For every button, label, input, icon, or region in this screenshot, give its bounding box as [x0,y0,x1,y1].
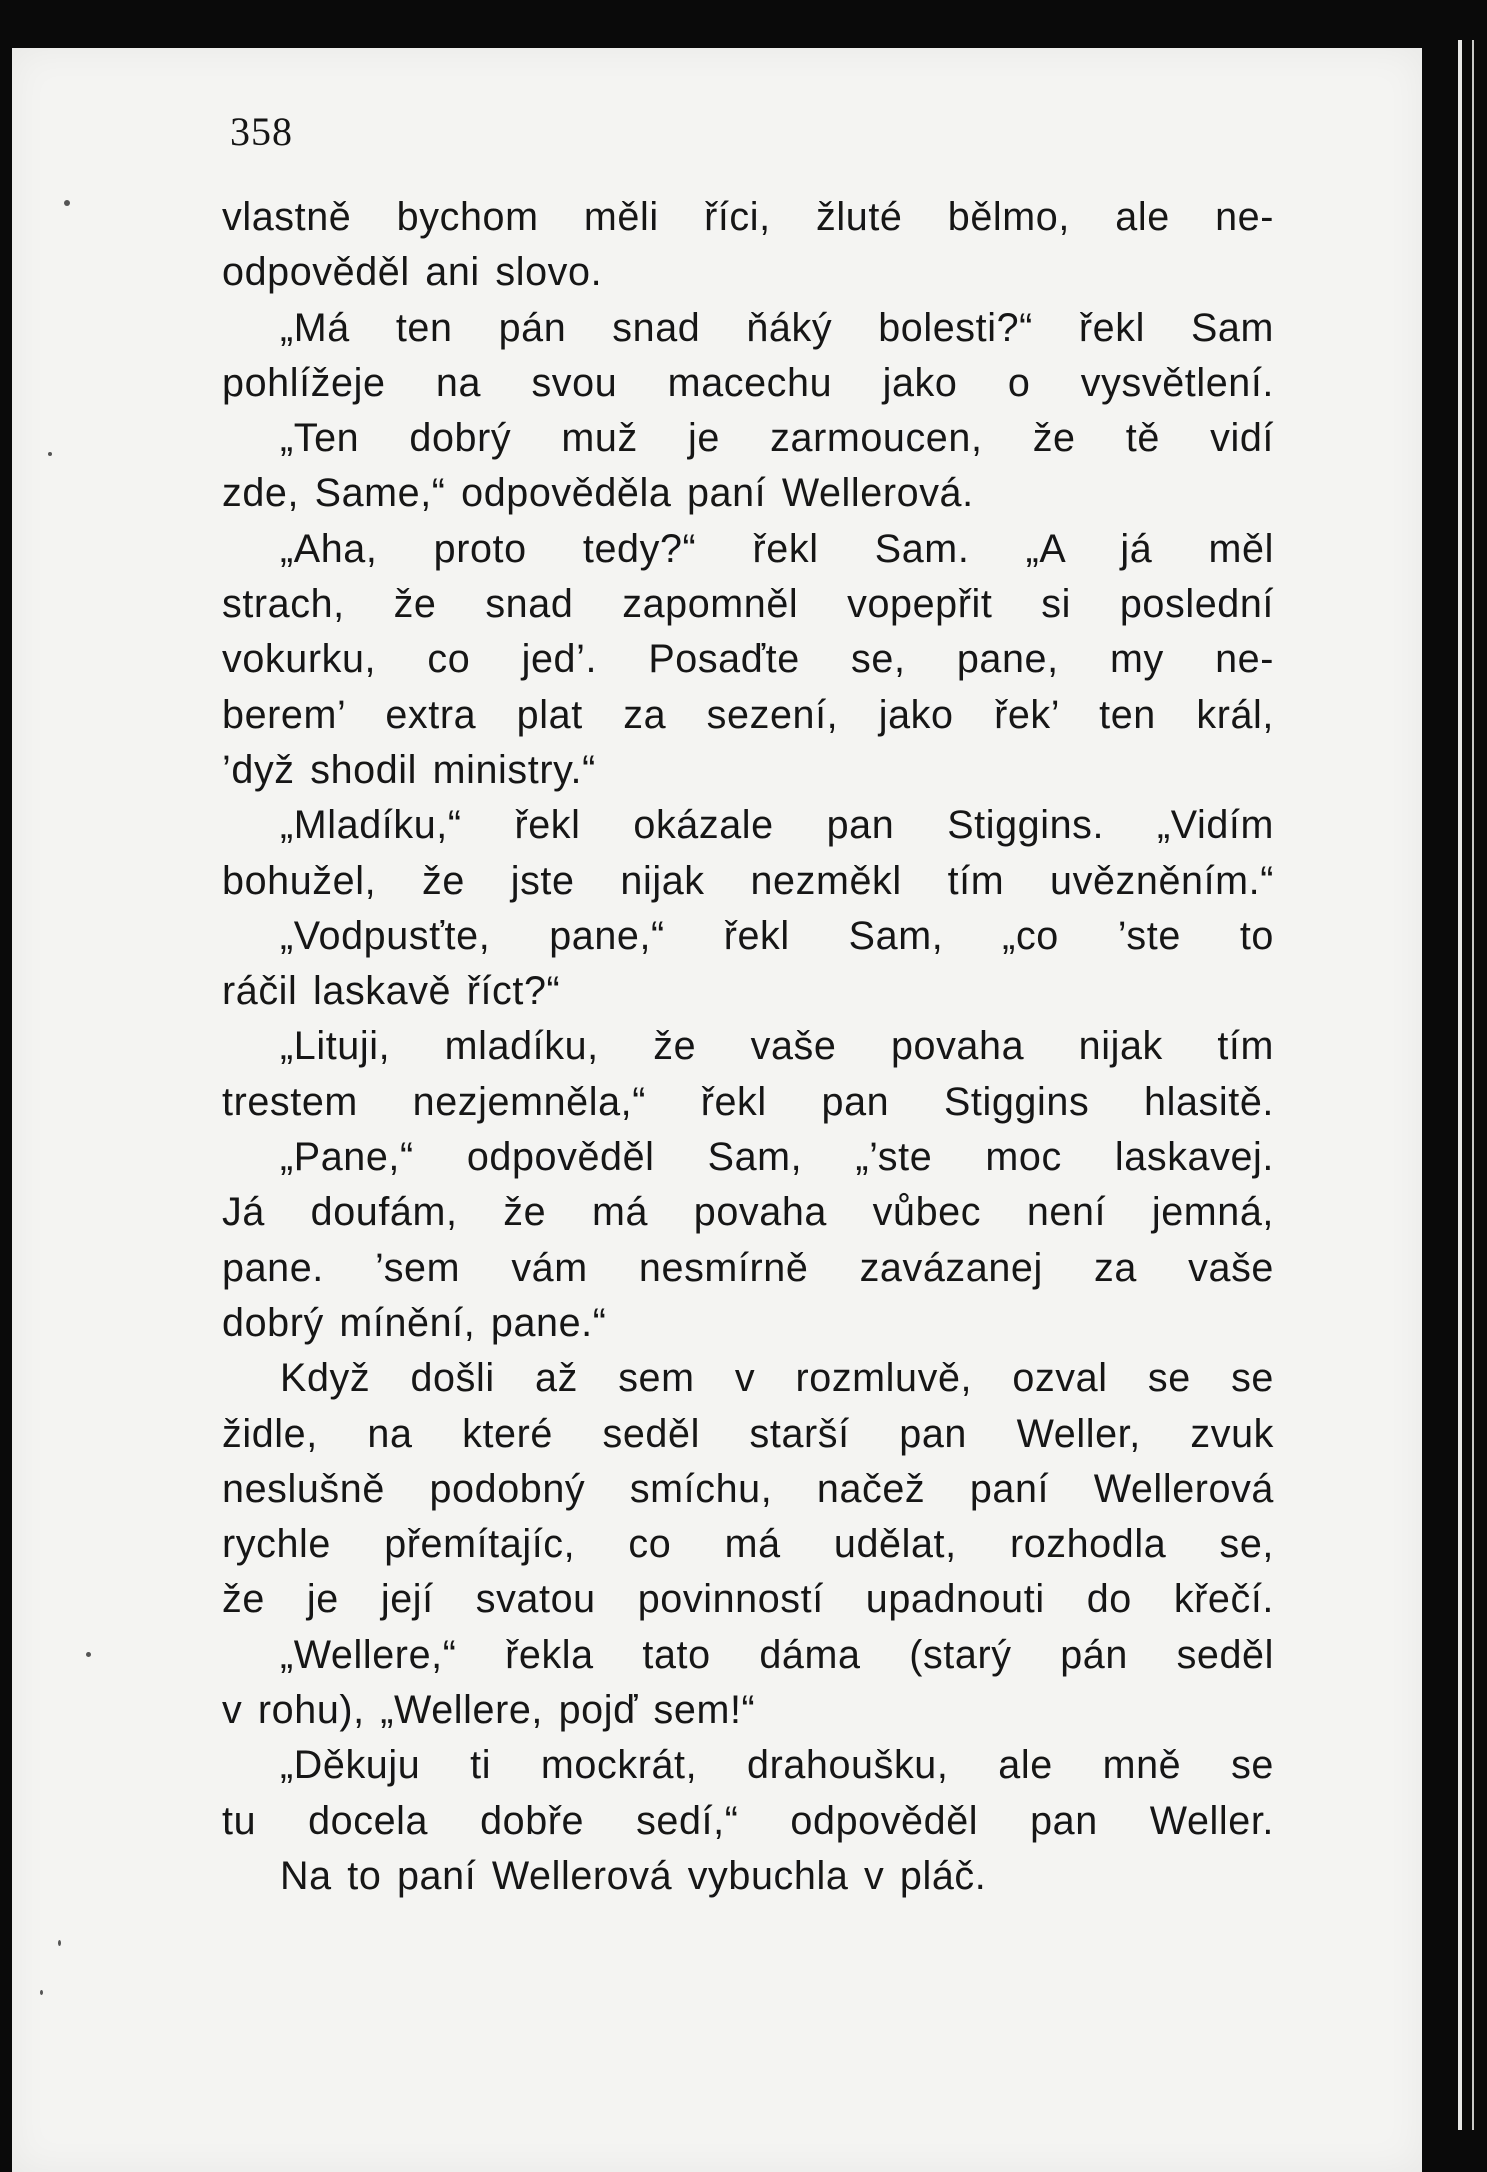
text-line: Já doufám, že má povaha vůbec není jemná, [222,1190,1274,1235]
text-line: bohužel, že jste nijak nezměkl tím uvězněním.“ [222,858,1274,903]
text-line: ráčil laskavě říct?“ [222,969,561,1014]
ink-speck [40,1990,43,1995]
ink-speck [58,1940,61,1946]
text-line: „Mladíku,“ řekl okázale pan Stiggins. „Vidím [280,803,1274,848]
text-line: neslušně podobný smíchu, načež paní Wellerová [222,1466,1274,1511]
text-line: „Ten dobrý muž je zarmoucen, že tě vidí [280,416,1274,461]
text-line: „Děkuju ti mockrát, drahoušku, ale mně se [280,1743,1274,1788]
text-line: vlastně bychom měli říci, žluté bělmo, ale ne- [222,195,1274,239]
text-line: pohlížeje na svou macechu jako o vysvětlení. [222,360,1274,405]
page-edge-line-thin [1472,40,1474,2130]
text-line: „Wellere,“ řekla tato dáma (starý pán seděl [280,1632,1274,1677]
text-line: „Lituji, mladíku, že vaše povaha nijak tím [280,1024,1274,1069]
ink-speck [86,1652,91,1657]
text-line: ’dyž shodil ministry.“ [222,747,596,792]
text-line: zde, Same,“ odpověděla paní Wellerová. [222,471,974,516]
text-line: „Vodpusťte, pane,“ řekl Sam, „co ’ste to [280,913,1274,958]
text-line: trestem nezjemněla,“ řekl pan Stiggins hlasitě. [222,1079,1274,1124]
page-edge-line [1458,40,1462,2130]
ink-speck [64,200,70,206]
text-line: Na to paní Wellerová vybuchla v pláč. [280,1853,987,1898]
body-text [222,190,1274,1904]
text-line: „Pane,“ odpověděl Sam, „’ste moc laskavej. [280,1135,1274,1180]
ink-speck [48,452,52,456]
text-line: dobrý mínění, pane.“ [222,1300,607,1345]
text-line: „Má ten pán snad ňáký bolesti?“ řekl Sam [280,305,1274,350]
text-line: berem’ extra plat za sezení, jako řek’ ten král, [222,692,1274,737]
text-line: strach, že snad zapomněl vopepřit si poslední [222,582,1274,627]
text-line: odpověděl ani slovo. [222,250,603,295]
text-line: vokurku, co jed’. Posaďte se, pane, my ne- [222,637,1274,682]
text-line: tu docela dobře sedí,“ odpověděl pan Weller. [222,1798,1274,1843]
text-line: „Aha, proto tedy?“ řekl Sam. „A já měl [280,526,1274,571]
text-line: v rohu), „Wellere, pojď sem!“ [222,1688,756,1733]
text-line: pane. ’sem vám nesmírně zavázanej za vaše [222,1245,1274,1290]
text-line: že je její svatou povinností upadnouti do křečí. [222,1577,1274,1622]
page-number: 358 [230,109,293,154]
text-line: Když došli až sem v rozmluvě, ozval se se [280,1356,1274,1401]
text-line: rychle přemítajíc, co má udělat, rozhodla se, [222,1522,1274,1567]
text-line: židle, na které seděl starší pan Weller, zvuk [222,1411,1274,1456]
